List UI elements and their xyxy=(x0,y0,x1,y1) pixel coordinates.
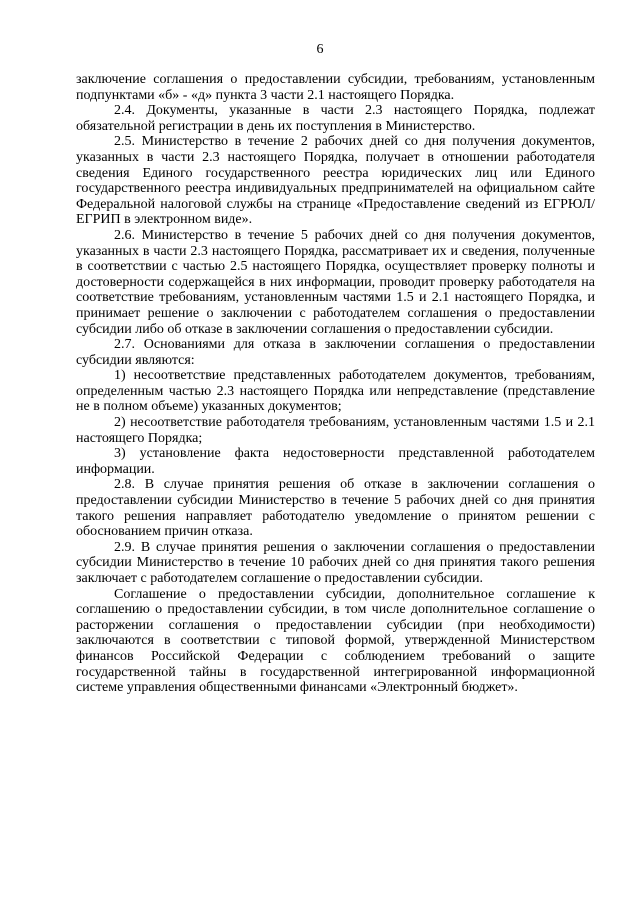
paragraph-2-8: 2.8. В случае принятия решения об отказе в заключении соглашения о предоставлении субсидии Министерство в течение 5 рабочих дней со дня принятия такого решения направляет работодателю уведомление о принятом решении с обоснованием причин отказа. xyxy=(76,477,595,540)
list-item-2: 2) несоответствие работодателя требованиям, установленным частями 1.5 и 2.1 настоящего Порядка; xyxy=(76,415,595,446)
paragraph-2-7: 2.7. Основаниями для отказа в заключении соглашения о предоставлении субсидии являются: xyxy=(76,337,595,368)
list-item-1: 1) несоответствие представленных работодателем документов, требованиям, определенным частью 2.3 настоящего Порядка или непредставление (представление не в полном объеме) указанных документов; xyxy=(76,368,595,415)
paragraph-2-5: 2.5. Министерство в течение 2 рабочих дней со дня получения документов, указанных в части 2.3 настоящего Порядка, получает в отношении работодателя сведения Единого государственного реестра юридических лиц или Единого государственного реестра индивидуальных предпринимателей на официальном сайте Федеральной налоговой службы на странице «Предоставление сведений из ЕГРЮЛ/ЕГРИП в электронном виде». xyxy=(76,134,595,228)
paragraph-agreement: Соглашение о предоставлении субсидии, дополнительное соглашение к соглашению о предоставлении субсидии, в том числе дополнительное соглашение о расторжении соглашения о предоставлении субсидии (при необходимости) заключаются в соответствии с типовой формой, утвержденной Министерством финансов Российской Федерации с соблюдением требований о защите государственной тайны в государственной интегрированной информационной системе управления общественными финансами «Электронный бюджет». xyxy=(76,586,595,696)
paragraph-2-6: 2.6. Министерство в течение 5 рабочих дней со дня получения документов, указанных в части 2.3 настоящего Порядка, рассматривает их и сведения, полученные в соответствии с частью 2.5 настоящего Порядка, осуществляет проверку полноты и достоверности содержащейся в них информации, проводит проверку работодателя на соответствие требованиям, установленным частями 1.5 и 2.1 настоящего Порядка, и принимает решение о заключении с работодателем соглашения о предоставлении субсидии либо об отказе в заключении соглашения о предоставлении субсидии. xyxy=(76,227,595,337)
paragraph-2-4: 2.4. Документы, указанные в части 2.3 настоящего Порядка, подлежат обязательной регистрации в день их поступления в Министерство. xyxy=(76,103,595,134)
page-number: 6 xyxy=(316,42,324,57)
list-item-3: 3) установление факта недостоверности представленной работодателем информации. xyxy=(76,446,595,477)
paragraph-continuation: заключение соглашения о предоставлении субсидии, требованиям, установленным подпунктами «б» - «д» пункта 3 части 2.1 настоящего Порядка. xyxy=(76,72,595,103)
document-body xyxy=(76,72,595,696)
paragraph-2-9: 2.9. В случае принятия решения о заключении соглашения о предоставлении субсидии Министерство в течение 10 рабочих дней со дня принятия такого решения заключает с работодателем соглашение о предоставлении субсидии. xyxy=(76,539,595,586)
